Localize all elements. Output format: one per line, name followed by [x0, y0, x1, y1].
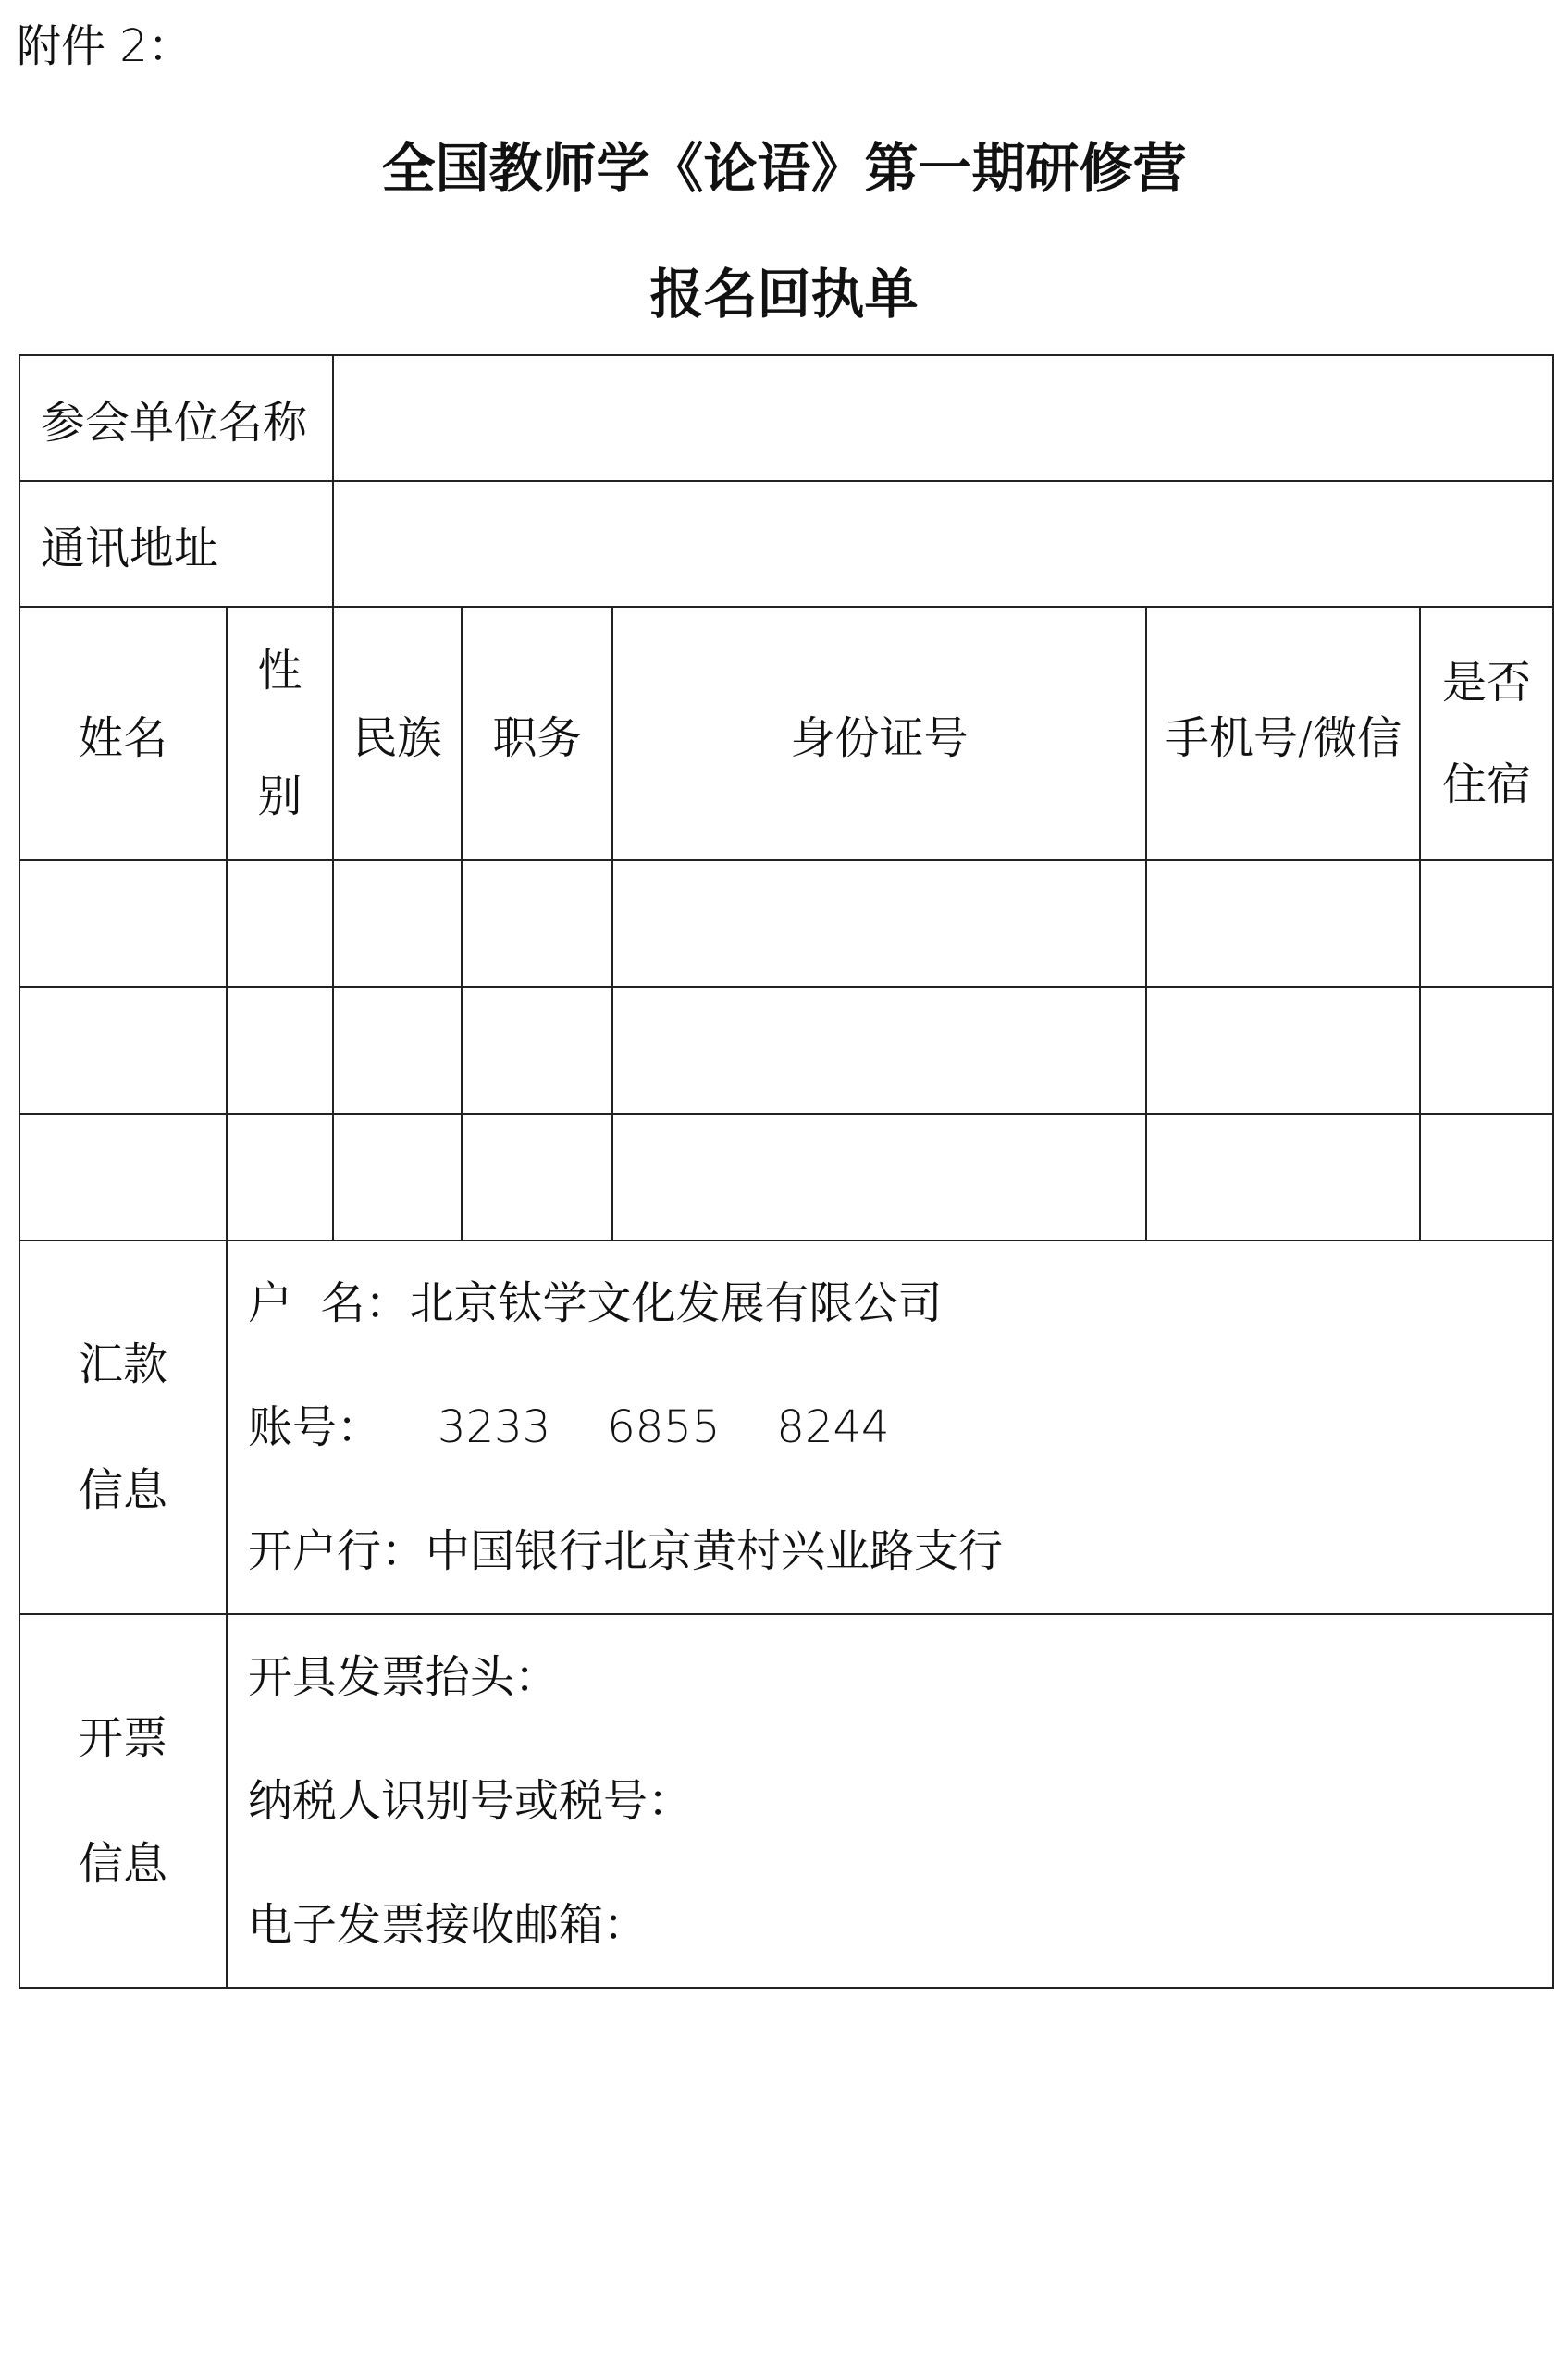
payment-label-cell: [19, 1240, 227, 1614]
address-row: [19, 481, 1553, 607]
participant-name-cell[interactable]: [19, 860, 227, 987]
bank-name: 开户行：中国银行北京黄村兴业路支行: [248, 1525, 1004, 1577]
account-number: 账号： 3233 6855 8244: [248, 1401, 890, 1453]
lodging-label-2: 住宿: [1442, 758, 1532, 810]
participant-position-cell[interactable]: [462, 987, 612, 1114]
invoice-info-row: [19, 1614, 1553, 1988]
participant-name-cell[interactable]: [19, 987, 227, 1114]
payment-info-row: [19, 1240, 1553, 1614]
unit-label: 参会单位名称: [19, 355, 333, 481]
tax-id-field[interactable]: 纳税人识别号或税号：: [248, 1775, 693, 1827]
participant-id-cell[interactable]: [612, 987, 1146, 1114]
invoice-email-field[interactable]: 电子发票接收邮箱：: [248, 1899, 648, 1951]
participant-phone-cell[interactable]: [1146, 987, 1420, 1114]
participant-ethnicity-cell[interactable]: [333, 860, 462, 987]
participant-ethnicity-cell[interactable]: [333, 1114, 462, 1240]
address-label: 通讯地址: [19, 481, 333, 607]
payment-label-1: 汇款: [78, 1338, 167, 1390]
participant-id-cell[interactable]: [612, 1114, 1146, 1240]
participant-position-cell[interactable]: [462, 1114, 612, 1240]
payment-details-cell: [227, 1240, 1553, 1614]
col-ethnicity-header: 民族: [333, 607, 462, 860]
col-lodging-header: [1420, 607, 1553, 860]
participant-phone-cell[interactable]: [1146, 860, 1420, 987]
document-subtitle: 报名回执单: [649, 263, 919, 326]
participant-phone-cell[interactable]: [1146, 1114, 1420, 1240]
unit-field[interactable]: [333, 355, 1553, 481]
participant-lodging-cell[interactable]: [1420, 860, 1553, 987]
unit-row: [19, 355, 1553, 481]
participant-header-row: [19, 607, 1553, 860]
col-id-header: 身份证号: [612, 607, 1146, 860]
participant-name-cell[interactable]: [19, 1114, 227, 1240]
address-field[interactable]: [333, 481, 1553, 607]
registration-form-table: [19, 354, 1554, 1989]
payment-label-2: 信息: [78, 1464, 167, 1516]
col-position-header: 职务: [462, 607, 612, 860]
attachment-label: 附件 2：: [17, 20, 192, 72]
participant-gender-cell[interactable]: [227, 987, 333, 1114]
lodging-label-1: 是否: [1442, 657, 1532, 709]
col-phone-header: 手机号/微信: [1146, 607, 1420, 860]
invoice-header-field[interactable]: 开具发票抬头：: [248, 1651, 560, 1703]
gender-label-1: 性: [257, 645, 302, 697]
participant-gender-cell[interactable]: [227, 1114, 333, 1240]
document-title: 全国教师学《论语》第一期研修营: [381, 137, 1187, 200]
participant-lodging-cell[interactable]: [1420, 1114, 1553, 1240]
invoice-label-1: 开票: [78, 1712, 167, 1764]
participant-row: [19, 987, 1553, 1114]
gender-label-2: 别: [257, 771, 302, 822]
participant-row: [19, 860, 1553, 987]
participant-ethnicity-cell[interactable]: [333, 987, 462, 1114]
participant-lodging-cell[interactable]: [1420, 987, 1553, 1114]
participant-id-cell[interactable]: [612, 860, 1146, 987]
participant-gender-cell[interactable]: [227, 860, 333, 987]
account-name: 户 名：北京钛学文化发展有限公司: [248, 1277, 943, 1329]
col-gender-header: [227, 607, 333, 860]
participant-row: [19, 1114, 1553, 1240]
col-name-header: 姓名: [19, 607, 227, 860]
invoice-label-cell: [19, 1614, 227, 1988]
invoice-details-cell[interactable]: [227, 1614, 1553, 1988]
participant-position-cell[interactable]: [462, 860, 612, 987]
invoice-label-2: 信息: [78, 1838, 167, 1890]
